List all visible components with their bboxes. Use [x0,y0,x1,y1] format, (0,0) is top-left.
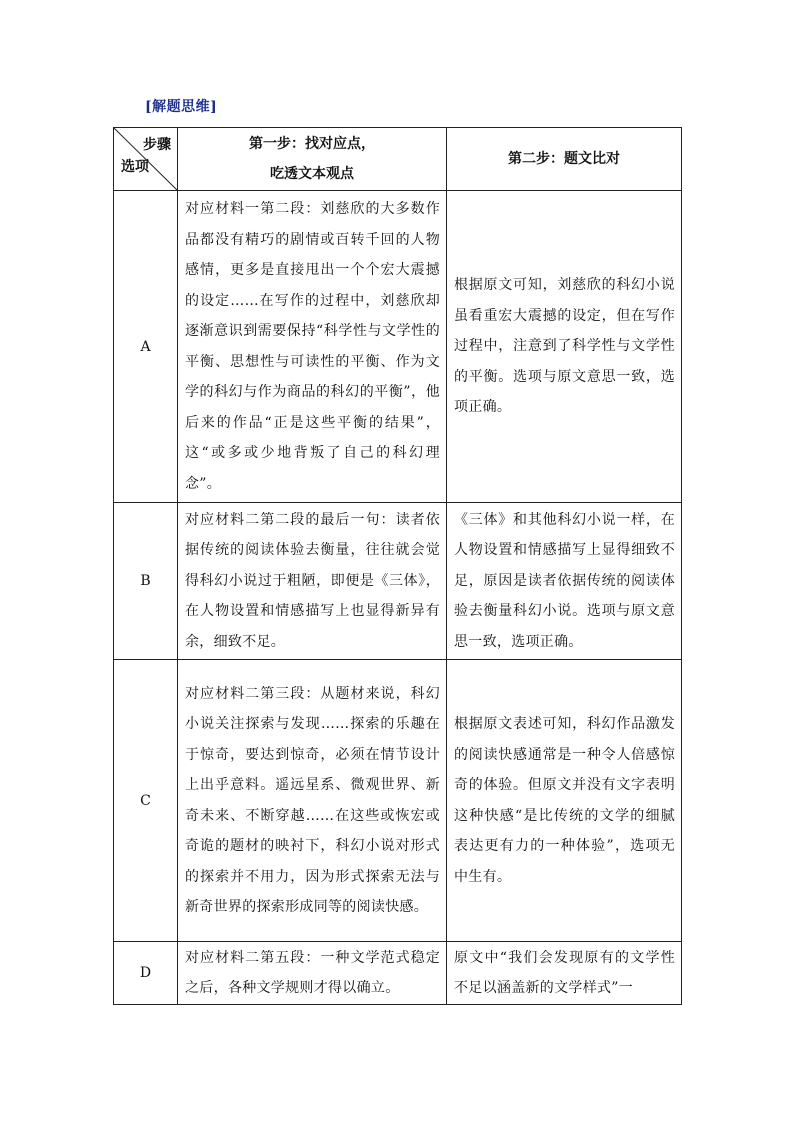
source-text: 对应材料一第二段：刘慈欣的大多数作品都没有精巧的剧情或百转千回的人物感情，更多是直接甩出一个个宏大震撼的设定……在写作的过程中，刘慈欣却逐渐意识到需要保持“科学性与文学性的平衡、思想性与可读性的平衡、作为文学的科幻与作为商品的科幻的平衡”，他后来的作品“正是这些平衡的结果”，这“或多或少地背叛了自己的科幻理念”。 [178,191,447,503]
source-text: 对应材料二第三段：从题材来说，科幻小说关注探索与发现……探索的乐趣在于惊奇，要达到惊奇，必须在情节设计上出乎意料。遥远星系、微观世界、新奇未来、不断穿越……在这些或恢宏或奇诡的题材的映衬下，科幻小说对形式的探索并不用力，因为形式探索无法与新奇世界的探索形成同等的阅读快感。 [178,660,447,942]
header-options-label: 选项 [121,159,149,175]
header-step1-line1: 第一步：找对应点， [249,136,375,152]
analysis-text: 原文中“我们会发现原有的文学性不足以涵盖新的文学样式”一 [447,942,682,1005]
section-label: [解题思维] [145,99,218,115]
table-row [114,191,682,503]
analysis-text: 根据原文表述可知，科幻作品激发的阅读快感通常是一种令人倍感惊奇的体验。但原文并没有文字表明这种快感“是比传统的文学的细腻表达更有力的一种体验”，选项无中生有。 [447,660,682,942]
source-text: 对应材料二第五段：一种文学范式稳定之后，各种文学规则才得以确立。 [178,942,447,1005]
analysis-text: 根据原文可知，刘慈欣的科幻小说虽看重宏大震撼的设定，但在写作过程中，注意到了科学性与文学性的平衡。选项与原文意思一致，选项正确。 [447,191,682,503]
option-label: C [114,660,178,942]
source-text: 对应材料二第二段的最后一句：读者依据传统的阅读体验去衡量，往往就会觉得科幻小说过于粗陋，即便是《三体》，在人物设置和情感描写上也显得新异有余，细致不足。 [178,503,447,660]
analysis-text: 《三体》和其他科幻小说一样，在人物设置和情感描写上显得细致不足，原因是读者依据传统的阅读体验去衡量科幻小说。选项与原文意思一致，选项正确。 [447,503,682,660]
option-label: D [114,942,178,1005]
analysis-table [113,127,682,1005]
table-row [114,660,682,942]
option-label: A [114,191,178,503]
option-label: B [114,503,178,660]
table-header-row [114,128,682,191]
header-step2: 第二步：题文比对 [447,128,682,191]
header-step1-line2: 吃透文本观点 [270,166,354,182]
header-step1 [178,128,447,191]
header-steps-label: 步骤 [143,137,171,153]
diagonal-header-cell [114,128,178,191]
table-row [114,942,682,1005]
table-row [114,503,682,660]
